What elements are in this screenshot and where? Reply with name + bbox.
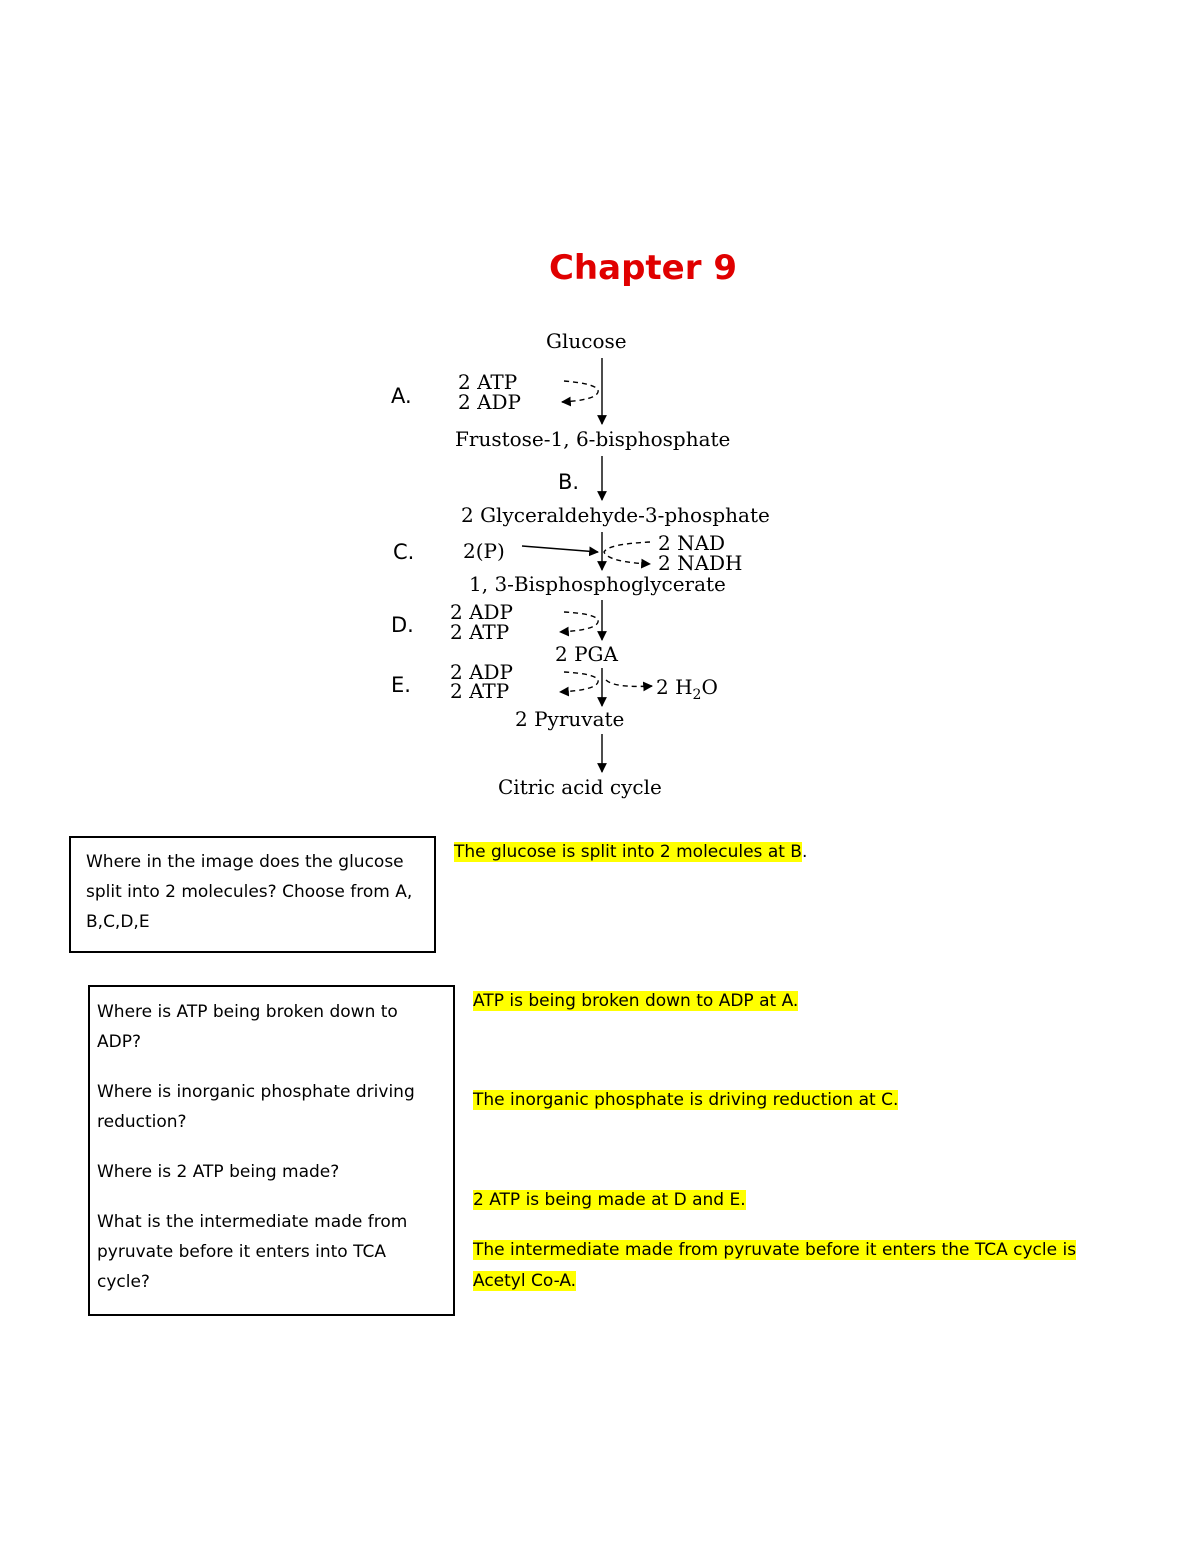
- answer-1: The glucose is split into 2 molecules at B.: [454, 842, 808, 862]
- step-letter-b: B.: [558, 470, 580, 494]
- step-letter-c: C.: [393, 540, 415, 564]
- d-atp-label: 2 ATP: [450, 620, 510, 644]
- question-text: Where is ATP being broken down to ADP?: [97, 1002, 398, 1052]
- step-letter-e: E.: [391, 673, 411, 697]
- question-text: What is the intermediate made from pyruvate before it enters into TCA cycle?: [97, 1212, 408, 1292]
- step-letter-a: A.: [391, 384, 412, 408]
- e-adp-label: 2 ADP: [450, 660, 514, 684]
- c-coupling-arrows: [522, 542, 650, 564]
- node-citric-acid-cycle: Citric acid cycle: [498, 775, 662, 799]
- answer-highlight: The intermediate made from pyruvate before it enters the TCA cycle is Acetyl Co-A.: [473, 1240, 1077, 1291]
- d-coupling-arrows: [560, 612, 598, 632]
- answer-4: [473, 1185, 1153, 1216]
- node-glucose: Glucose: [546, 329, 627, 353]
- answer-highlight: ATP is being broken down to ADP at A.: [473, 991, 799, 1011]
- e-water-label: 2 $H_2O$: [656, 675, 718, 703]
- e-coupling-arrows: [560, 672, 652, 692]
- page-title: Chapter 9: [548, 248, 737, 288]
- answer-3: [473, 1085, 1153, 1116]
- node-pyruvate: 2 Pyruvate: [515, 707, 625, 731]
- question-box-2: [88, 985, 455, 1316]
- answer-2: [473, 986, 1153, 1017]
- question-box-1: [69, 836, 436, 953]
- c-nad-label: 2 NAD: [658, 531, 726, 555]
- step-letter-d: D.: [391, 613, 414, 637]
- question-text: Where in the image does the glucose split into 2 molecules? Choose from A, B,C,D,E: [86, 852, 413, 932]
- a-adp-label: 2 ADP: [458, 390, 522, 414]
- d-adp-label: 2 ADP: [450, 600, 514, 624]
- node-pga: 2 PGA: [555, 642, 618, 666]
- question-text: Where is 2 ATP being made?: [97, 1162, 340, 1182]
- a-atp-label: 2 ATP: [458, 370, 518, 394]
- answer-highlight: 2 ATP is being made at D and E.: [473, 1190, 746, 1210]
- a-coupling-arrows: [562, 381, 598, 402]
- e-atp-label: 2 ATP: [450, 679, 510, 703]
- answer-highlight: The glucose is split into 2 molecules at B: [454, 842, 802, 862]
- answer-highlight: The inorganic phosphate is driving reduction at C.: [473, 1090, 899, 1110]
- c-nadh-label: 2 NADH: [658, 551, 743, 575]
- node-fructose-bisphosphate: Frustose-1, 6-bisphosphate: [455, 427, 731, 451]
- question-text: Where is inorganic phosphate driving reduction?: [97, 1082, 415, 1132]
- c-phosphate-label: 2(P): [463, 539, 505, 563]
- node-glyceraldehyde-phosphate: 2 Glyceraldehyde-3-phosphate: [461, 503, 770, 527]
- node-bisphosphoglycerate: 1, 3-Bisphosphoglycerate: [469, 572, 726, 596]
- answer-5: [473, 1235, 1098, 1297]
